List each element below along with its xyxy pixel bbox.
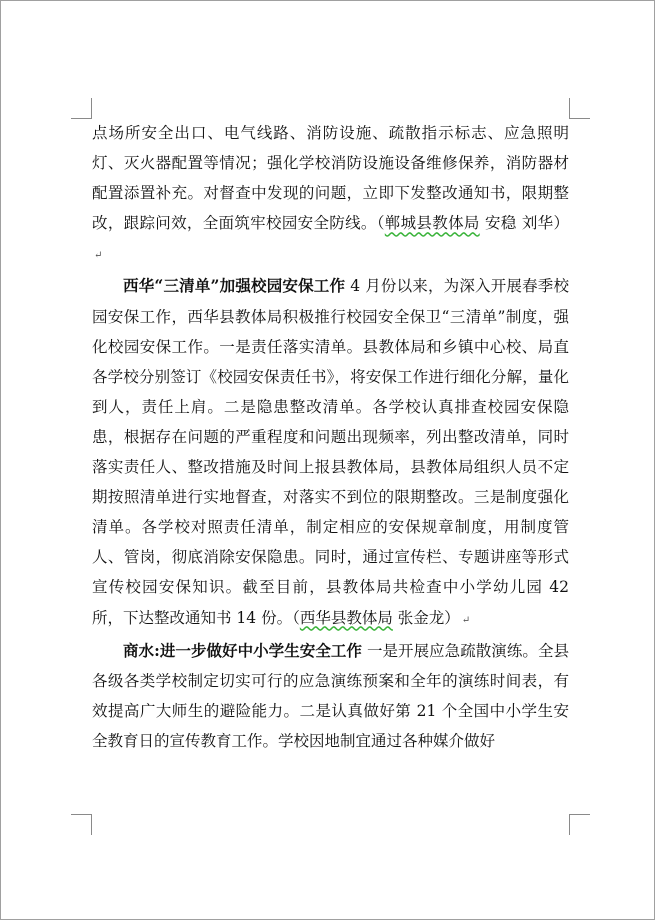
spellcheck-flagged-text[interactable]: 郸城县教体局	[384, 214, 480, 233]
crop-mark-bottom-right	[569, 814, 590, 835]
crop-mark-top-right	[569, 98, 590, 119]
paragraph-text: 一是开展应急疏散演练。全县各级各类学校制定切实可行的应急演练预案和全年的演练时间表，有效提高广大师生的避险能力。二是认真做好第 21 个全国中小学生安全教育日的宣传教育工作。学校因地制宜通过各种媒介做好	[92, 641, 569, 750]
paragraph-shangshui[interactable]	[92, 636, 569, 756]
paragraph-tail: 安稳 刘华）	[479, 214, 569, 233]
paragraph-dancheng[interactable]	[92, 118, 569, 271]
crop-mark-bottom-left	[71, 814, 92, 835]
document-body[interactable]	[92, 118, 569, 756]
crop-mark-top-left	[71, 98, 92, 119]
paragraph-heading: 商水:进一步做好中小学生安全工作	[123, 640, 362, 660]
paragraph-heading: 西华“三清单”加强校园安保工作	[123, 276, 346, 296]
paragraph-text: 点场所安全出口、电气线路、消防设施、疏散指示标志、应急照明灯、灭火器配置等情况；强化学校消防设施设备维修保养，消防器材配置添置补充。对督查中发现的问题，立即下发整改通知书，限期整改，跟踪问效，全面筑牢校园安全防线。（	[92, 124, 569, 233]
paragraph-mark-icon: ↵	[94, 250, 103, 262]
paragraph-text: 4 月份以来，为深入开展春季校园安保工作，西华县教体局积极推行校园安全保卫“三清单”制度，强化校园安保工作。一是责任落实清单。县教体局和乡镇中心校、局直各学校分别签订《校园安保责任书》，将安保工作进行细化分解，量化到人，责任上肩。二是隐患整改清单。各学校认真排查校园安保隐患，根据存在问题的严重程度和问题出现频率，列出整改清单，同时落实责任人、整改措施及时间上报县教体局，县教体局组织人员不定期按照清单进行实地督查，对落实不到位的限期整改。三是制度强化清单。各学校对照责任清单，制定相应的安保规章制度，用制度管人、管岗，彻底消除安保隐患。同时，通过宣传栏、专题讲座等形式宣传校园安保知识。截至目前，县教体局共检查中小学幼儿园 42 所，下达整改通知书 14 份。（	[92, 277, 569, 627]
paragraph-xihua[interactable]	[92, 271, 569, 635]
spellcheck-flagged-text[interactable]: 西华县教体局	[299, 608, 393, 627]
paragraph-tail: 张金龙）	[392, 608, 460, 627]
paragraph-mark-icon: ↵	[461, 614, 471, 626]
